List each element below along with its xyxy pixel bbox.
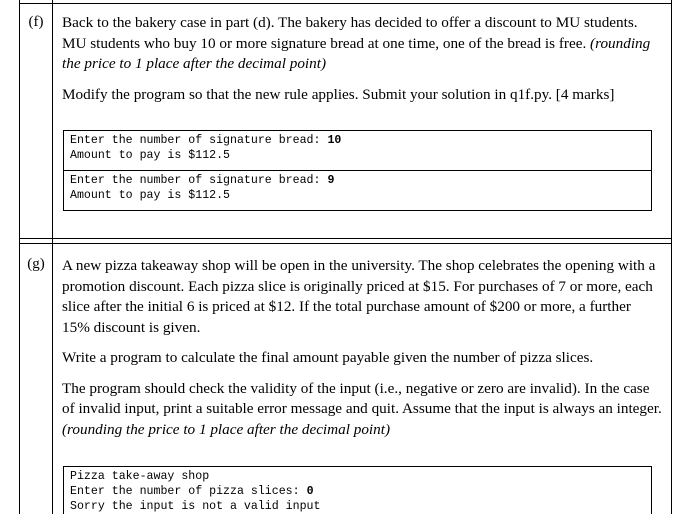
part-f-example-1-output: Amount to pay is $112.5 <box>70 149 231 162</box>
table-row-divider <box>19 238 672 239</box>
part-g-example-1-input: 0 <box>306 485 314 498</box>
table-border-label-column <box>52 0 53 514</box>
part-f-paragraph-2: Modify the program so that the new rule applies. Submit your solution in q1f.py. [4 marks] <box>62 85 615 103</box>
part-f-example-1 <box>63 130 652 171</box>
table-border-top <box>19 3 672 4</box>
part-g-example-1-prompt: Enter the number of pizza slices: <box>70 485 307 498</box>
part-g-paragraph-1: A new pizza takeaway shop will be open in the university. The shop celebrates the opening with a promotion discount. Each pizza slice is originally priced at $15. For purchases of 7 or more, each slice after the initial 6 is priced at $12. If the total purchase amount of $200 or more, a further 15% discount is given. <box>62 257 656 336</box>
part-f-paragraph-1 <box>62 13 662 75</box>
part-g-example-1-output: Sorry the input is not a valid input <box>70 500 321 513</box>
part-g-example-1 <box>63 466 652 514</box>
part-f-example-1-input: 10 <box>327 134 342 147</box>
part-f-example-2-input: 9 <box>327 174 335 187</box>
part-g-rounding-note: (rounding the price to 1 place after the decimal point) <box>62 420 391 438</box>
part-f-example-2-prompt: Enter the number of signature bread: <box>70 174 328 187</box>
part-g-paragraph-3-text: The program should check the validity of the input (i.e., negative or zero are invalid). In the case of invalid input, print a suitable error message and quit. Assume that the input is always an integer. <box>62 379 662 417</box>
table-border-right <box>671 0 672 514</box>
part-f-example-1-prompt: Enter the number of signature bread: <box>70 134 328 147</box>
part-f-paragraph-1-text: Back to the bakery case in part (d). The bakery has decided to offer a discount to MU students. MU students who buy 10 or more signature bread at one time, one of the bread is free. <box>62 14 638 52</box>
table-row-divider-double <box>19 243 672 244</box>
part-g-example-1-line-1: Pizza take-away shop <box>70 470 210 483</box>
part-g-content <box>62 256 662 440</box>
part-f-label: (f) <box>28 14 44 30</box>
part-f-rounding-note: (rounding the price to 1 place after the decimal point) <box>62 34 651 72</box>
part-g-paragraph-2: Write a program to calculate the final amount payable given the number of pizza slices. <box>62 349 594 366</box>
part-f-example-2 <box>63 170 652 211</box>
part-g-label: (g) <box>27 256 45 272</box>
part-f-content <box>62 13 662 105</box>
part-g-paragraph-3 <box>62 379 662 441</box>
part-f-example-2-output: Amount to pay is $112.5 <box>70 189 231 202</box>
